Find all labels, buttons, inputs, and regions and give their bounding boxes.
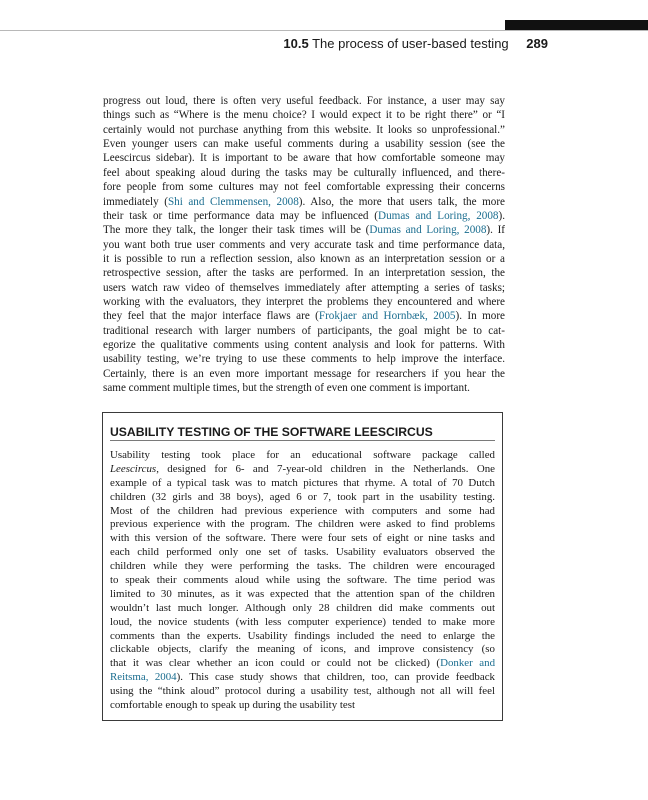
text-run: ). (498, 209, 506, 222)
text-run: traditional research with larger numbers of participants, the goal might be to cat- (103, 324, 505, 337)
text-run: same comment multiple times, but the strength of even one comment is important. (103, 382, 470, 395)
sidebar-line (110, 518, 495, 532)
text-run: comments than the experts. Usability findings included the need to enlarge the (110, 629, 495, 642)
text-run: feel about speaking aloud during the tasks may be culturally influenced, and there- (103, 166, 505, 179)
sidebar-line (110, 574, 495, 588)
text-run: it is possible to run a reflection session, also known as an interpretation session or a (103, 252, 505, 265)
text-run: previous experience with the program. The children were asked to find problems (110, 518, 495, 531)
body-line (103, 295, 505, 309)
sidebar-line (110, 560, 495, 574)
body-line (103, 180, 505, 194)
body-line (103, 151, 505, 165)
text-run: Leescircus (110, 462, 157, 475)
body-line (103, 238, 505, 252)
sidebar-line (110, 491, 495, 505)
sidebar-title: USABILITY TESTING OF THE SOFTWARE LEESCIRCUS (110, 425, 433, 439)
text-run: usability testing, we’re trying to use these comments to help improve the interface. (103, 353, 505, 366)
text-run: Leescircus sidebar). It is important to be aware that how comfortable someone may (103, 152, 505, 165)
text-run: working with the evaluators, they interpret the problems they encountered and where (103, 296, 505, 309)
text-run: example of a typical task was to match pictures that rhyme. A total of 70 Dutch (110, 476, 495, 489)
text-run: loud, the novice students (with less computer experience) tended to make more (110, 615, 495, 628)
sidebar-line (110, 449, 495, 463)
text-run: retrospective session, after the tasks are performed. In an interpretation session, the (103, 267, 505, 280)
sidebar-line (110, 588, 495, 602)
text-run: Even younger users can make useful comments during a usability session (see the (103, 138, 505, 151)
sidebar-title-rule (110, 440, 495, 441)
text-run: ). In more (455, 310, 505, 323)
text-run: with this version of the software. There were four sets of eight or nine tasks and (110, 532, 495, 545)
text-run: that it was clear whether an icon could or could not be clicked) ( (110, 657, 441, 670)
citation-link[interactable]: Frokjaer and Hornbæk, 2005 (318, 310, 456, 323)
text-run: progress out loud, there is often very useful feedback. For instance, a user may say (103, 95, 505, 107)
running-head (283, 36, 548, 51)
body-line (103, 309, 505, 323)
citation-link[interactable]: Shi and Clemmensen, 2008 (167, 195, 299, 208)
text-run: immediately ( (103, 195, 168, 208)
citation-link[interactable]: Donker and (440, 657, 496, 670)
text-run: ). Also, the more that users talk, the more (298, 195, 505, 208)
text-run: certainly would not purchase anything from this website. It looks so unprofessional.” (103, 123, 505, 136)
body-line (103, 137, 505, 151)
text-run: ). This case study shows that children, too, can provide feedback (176, 671, 495, 684)
text-run: their task or time performance data may be influenced ( (103, 209, 379, 222)
text-run: children while they were performing the tasks. The children were encouraged (110, 560, 495, 573)
section-number: 10.5 (283, 36, 309, 51)
sidebar-line (110, 546, 495, 560)
sidebar-box (102, 412, 503, 721)
body-line (103, 94, 505, 108)
body-line (103, 209, 505, 223)
text-run: ). If (486, 224, 506, 237)
text-run: children (32 girls and 38 boys), aged 6 or 7, took part in the usability testing. (110, 490, 495, 503)
sidebar-line (110, 685, 495, 699)
body-line (103, 281, 505, 295)
sidebar-paragraph (110, 449, 495, 713)
body-line (103, 108, 505, 122)
citation-link[interactable]: Dumas and Loring, 2008 (378, 209, 499, 222)
citation-link[interactable]: Dumas and Loring, 2008 (369, 224, 487, 237)
text-run: The more they talk, the longer their task times will be ( (103, 224, 370, 237)
text-run: Usability testing took place for an educational software package called (110, 449, 495, 461)
section-title: The process of user-based testing (312, 36, 509, 51)
text-run: to speak their comments aloud while using the software. The time period was (110, 574, 495, 587)
header-rule (0, 30, 648, 31)
sidebar-line (110, 671, 495, 685)
text-run: they feel that the major interface flaws are ( (103, 310, 319, 323)
sidebar-line (110, 657, 495, 671)
sidebar-line (110, 463, 495, 477)
text-run: fore people from some cultures may not feel comfortable expressing their concerns (103, 181, 505, 194)
text-run: each child performed only one set of tasks. Usability evaluators observed the (110, 546, 495, 559)
text-run: Certainly, there is an even more important message for researchers if you hear the (103, 367, 505, 380)
text-run: egorize the qualitative comments using content analysis and look for patterns. With (103, 339, 505, 352)
page-number: 289 (526, 36, 548, 51)
sidebar-line (110, 477, 495, 491)
sidebar-line (110, 699, 495, 713)
body-line (103, 352, 505, 366)
body-line (103, 223, 505, 237)
sidebar-line (110, 616, 495, 630)
body-line (103, 166, 505, 180)
body-line (103, 195, 505, 209)
sidebar-line (110, 602, 495, 616)
text-run: users watch raw video of themselves immediately after attempting a series of tasks; (103, 281, 505, 294)
sidebar-line (110, 505, 495, 519)
body-paragraph (103, 94, 505, 396)
text-run: , designed for 6- and 7-year-old children in the Netherlands. One (156, 462, 495, 475)
text-run: things such as “Where is the menu choice? I would expect it to be right there” or “I (103, 109, 505, 122)
text-run: wouldn’t last much longer. Although only 28 children did make comments out (110, 601, 495, 614)
text-run: Most of the children had previous experience with computers and some had (110, 504, 495, 517)
body-line (103, 381, 505, 395)
body-line (103, 252, 505, 266)
body-line (103, 367, 505, 381)
text-run: limited to 30 minutes, as it was expected that the attention span of the children (110, 587, 495, 600)
sidebar-line (110, 630, 495, 644)
text-run: you want both true user comments and very accurate task and time performance data, (103, 238, 505, 251)
text-run: using the “think aloud” protocol during a usability test, although not all will feel (110, 685, 495, 698)
body-line (103, 266, 505, 280)
sidebar-line (110, 532, 495, 546)
citation-link[interactable]: Reitsma, 2004 (110, 671, 177, 684)
body-line (103, 123, 505, 137)
text-run: clickable objects, clarify the meaning of icons, and improve consistency (so (110, 643, 495, 656)
sidebar-line (110, 643, 495, 657)
text-run: comfortable enough to speak up during the usability test (110, 699, 355, 712)
body-line (103, 324, 505, 338)
body-line (103, 338, 505, 352)
